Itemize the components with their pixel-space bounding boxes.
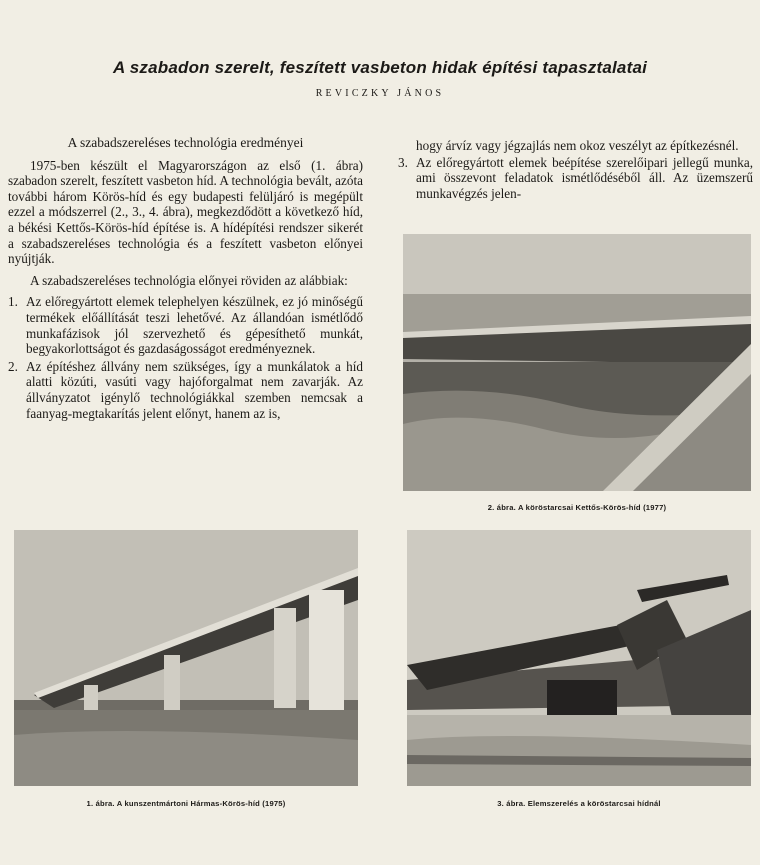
list-text: Az előregyártott elemek telephelyen készülnek, ez jó minőségű termékek előállítását teszi lehetővé. Az állandóan ismétlődő munkafázisok jól szervezhető és gépesíthető munkát, begyakorlottságot és gazdaságosságot eredményeznek. — [26, 294, 363, 357]
figure-2-photo — [403, 234, 751, 491]
list-item-3 — [398, 155, 753, 202]
figure-3-caption: 3. ábra. Elemszerelés a köröstarcsai hídnál — [497, 799, 661, 808]
list-number: 2. — [8, 358, 18, 374]
paragraph-intro: 1975-ben készült el Magyarországon az első (1. ábra) szabadon szerelt, feszített vasbeton híd. A technológia bevált, azóta további három Körös-híd és egy budapesti felüljáró is megépült ezzel a módszerrel (2., 3., 4. ábra), megkezdődött a következő híd, a békési Kettős-Körös-híd építése is. A hídépítési rendszer sikerét a szabadszereléses technológia és a feszített vasbeton előnyei nyújtják. — [8, 157, 363, 267]
list-number: 3. — [398, 154, 408, 170]
section-heading: A szabadszereléses technológia eredményei — [67, 135, 304, 150]
figure-2-caption: 2. ábra. A köröstarcsai Kettős-Körös-híd (1977) — [487, 503, 667, 512]
paragraph-advantages: A szabadszereléses technológia előnyei röviden az alábbiak: — [30, 272, 348, 288]
article-author: REVICZKY JÁNOS — [315, 88, 445, 99]
list-item-1 — [8, 294, 363, 356]
article-title: A szabadon szerelt, feszített vasbeton hidak építési tapasztalatai — [112, 58, 648, 77]
figure-3-photo — [407, 530, 751, 786]
list-continuation: hogy árvíz vagy jégzajlás nem okoz veszélyt az építkezésnél. — [416, 138, 739, 153]
list-text: Az előregyártott elemek beépítése szerelőipari jellegű munka, ami összevont feladatok ismétlődéséből áll. Az üzemszerű munkavégzés jelen- — [416, 154, 753, 201]
figure-1-photo — [14, 530, 358, 786]
right-column — [398, 138, 753, 203]
list-number: 1. — [8, 294, 18, 310]
figure-1-caption: 1. ábra. A kunszentmártoni Hármas-Körös-híd (1975) — [86, 799, 286, 808]
left-column — [8, 135, 363, 423]
list-item-2 — [8, 359, 363, 421]
list-text: Az építéshez állvány nem szükséges, így a munkálatok a híd alatti közúti, vasúti vagy hajóforgalmat nem zavarják. Az állványzatot igénylő technológiákkal szemben nemcsak a faanyag-megtakarítás jelent előnyt, hanem az is, — [26, 358, 363, 421]
